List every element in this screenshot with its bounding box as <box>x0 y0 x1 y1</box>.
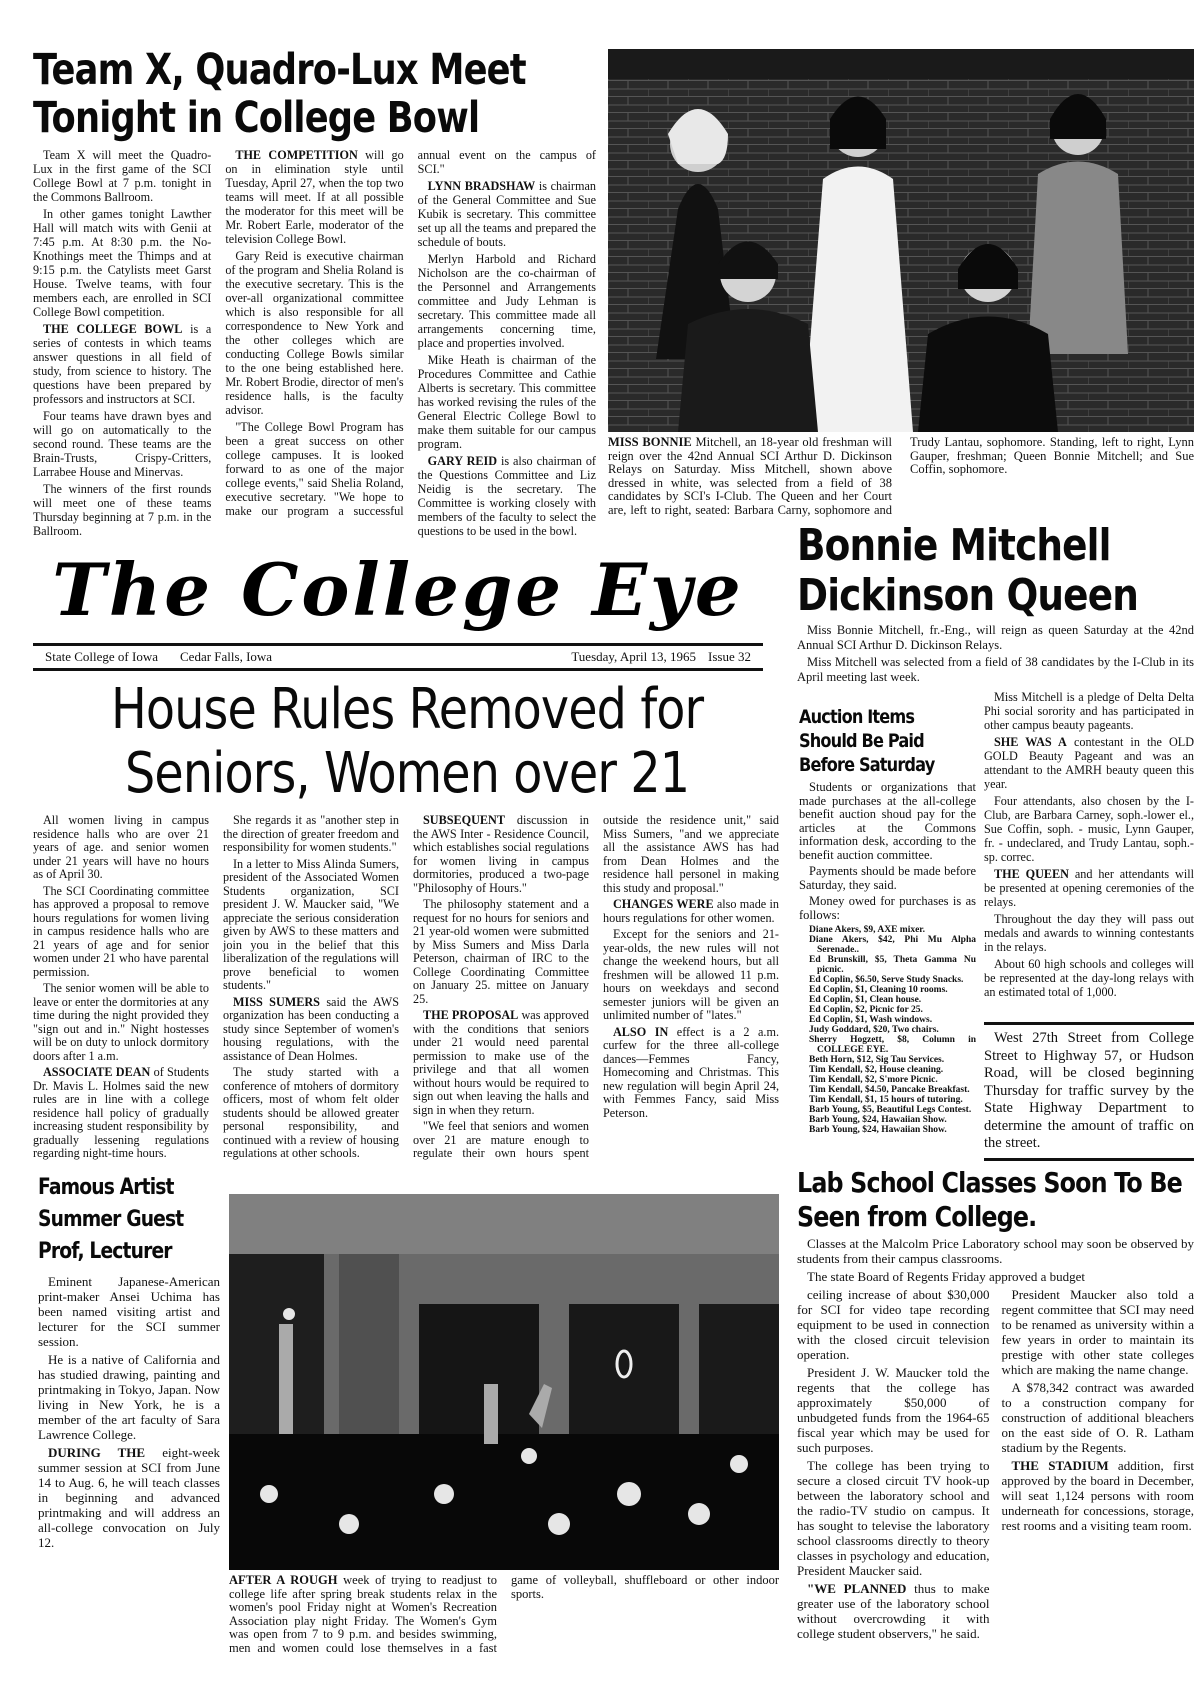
house-rules-headline: House Rules Removed for Seniors, Women over 21 <box>110 677 704 806</box>
paragraph-text: and her attendants will be presented at opening ceremonies of the relays. <box>984 867 1194 909</box>
paragraph-text: In other games tonight Lawther Hall will match wits with Genii at 7:45 p.m. At 8:30 p.m. the No-Knothings meet the Thimps and at 9:15 p.m. the Catylists meet Garst House. Twelve teams, with four members each, are enrolled in SCI College Bowl competition. <box>33 207 212 319</box>
paragraph-text: Students or organizations that made purchases at the all-college benefit auction shoud pay for the articles at the Commons information desk, according to the benefit auction committee. <box>799 780 976 862</box>
paragraph-lead-in: ALSO IN <box>613 1024 669 1039</box>
paragraph-text: Except for the seniors and 21-year-olds, the new rules will not change the weekend hours, but all freshmen will be allowed 11 p.m. hours on weekdays and second semester juniors will be given an unlimited number of "lates." <box>603 927 779 1022</box>
paragraph-text: is a series of contests in which teams answer questions in all field of study, from science to history. The questions have been prepared by professors and instructors at SCI. <box>33 322 212 406</box>
paragraph <box>413 898 589 1006</box>
paragraph <box>223 996 399 1064</box>
paragraph-text: Classes at the Malcolm Price Laboratory school may soon be observed by students from their campus classrooms. <box>797 1236 1194 1266</box>
masthead-date: Tuesday, April 13, 1965 <box>571 649 697 664</box>
paragraph-lead-in: LYNN BRADSHAW <box>427 179 536 193</box>
paragraph-text: Merlyn Harbold and Richard Nicholson are the co-chairman of the Personnel and Arrangements committee and Judy Lehman is secretary. This committee made all arrangements concerning time, place and properties involved. <box>417 252 596 350</box>
paragraph-text: of Students Dr. Mavis L. Holmes said the new rules are in line with a college residence hall policy of gradually increasing student responsibility by gradually lessening regulations regarding night-time hours. <box>33 1065 210 1160</box>
masthead-issue: Issue 32 <box>708 649 751 664</box>
paragraph <box>984 957 1194 999</box>
paragraph-text: "The College Bowl Program has been a great success on other college campuses. It is looked forward to as one of the major college events," said Shelia Roland, executive secretary. "We hope to make our program a successful annual event on the campus of SCI." <box>225 148 596 518</box>
paragraph <box>799 865 976 892</box>
paragraph <box>799 895 976 922</box>
pool-photo <box>229 1194 779 1570</box>
masthead-location: Cedar Falls, Iowa <box>180 649 273 664</box>
paragraph-text: contestant in the OLD GOLD Beauty Pageant and was an attendant to the AMRH beauty queen this year. <box>984 735 1195 791</box>
paragraph-lead-in: THE COMPETITION <box>235 148 358 162</box>
paragraph <box>418 353 596 451</box>
bonnie-article-top <box>797 521 1194 685</box>
paragraph-text: Mitchell, an 18-year old freshman will reign over the 42nd Annual SCI Arthur D. Dickinson Relays on Saturday. Miss Mitchell, shown above dressed in white, was selected from a field of 38 candidates by SCI's I-Club. The Queen and her Court are, left to right, seated: Barbara Carny, sophomore and Trudy Lantau, sophomore. Standing, left to right, Lynn Gauper, freshman; Queen Bonnie Mitchell; and Sue Coffin, sophomore. <box>608 435 1194 517</box>
masthead-subline <box>33 649 763 665</box>
lab-school-body <box>797 1287 1194 1656</box>
paragraph-text: In a letter to Miss Alinda Sumers, president of the Associated Women Students organization, SCI president J. W. Maucker said, "We appreciate the serious consideration given by AWS to these matters and join you in the belief that this liberalization of the regulations will prove beneficial to women students." <box>223 856 399 992</box>
paragraph <box>608 436 1194 518</box>
paragraph-text: The college has been trying to secure a closed circuit TV hook-up between the laboratory school and the radio-TV studio on campus. It has sought to televise the laboratory school classrooms directly to theory classes in psychology and education, President Maucker said. <box>797 1458 990 1578</box>
paragraph <box>33 148 211 204</box>
paragraph-lead-in: AFTER A ROUGH <box>229 1573 338 1587</box>
notice-rule-bottom <box>984 1158 1194 1161</box>
owed-item: Ed Coplin, $1, Clean house. <box>809 995 922 1005</box>
paragraph-text: President Maucker also told a regent committee that SCI may need to be renamed as university within a few years in order to maintain its prestige with other state colleges which are making the name change. <box>1001 1287 1194 1377</box>
paragraph-text: The philosophy statement and a request for no hours for seniors and 21 year-old women were submitted by Miss Sumers and Miss Darla Peterson, chairman of IRC to the College Coordinating Committee on January 25. mittee on January 25. <box>413 897 589 1006</box>
paragraph <box>603 928 779 1023</box>
paragraph-text: Team X will meet the Quadro-Lux in the first game of the SCI College Bowl at 7 p.m. tonight in the Commons Ballroom. <box>33 148 212 204</box>
paragraph-lead-in: MISS SUMERS <box>233 994 320 1009</box>
paragraph <box>418 252 596 350</box>
paragraph <box>797 1365 990 1455</box>
paragraph-text: About 60 high schools and colleges will be represented at the day-long relays with an estimated total of 1,000. <box>984 957 1194 999</box>
paragraph-text: A $78,342 contract was awarded to a construction company for construction of additional bleachers on the east side of O. R. Latham stadium by the Regents. <box>1001 1380 1194 1455</box>
paragraph-text: Mike Heath is chairman of the Procedures Committee and Cathie Alberts is secretary. This committee has worked revising the rules of the General Electric College Bowl to make them suitable for our campus program. <box>417 353 596 451</box>
paragraph <box>797 1581 990 1641</box>
paragraph <box>797 1458 990 1578</box>
bonnie-body <box>984 690 1194 1018</box>
owed-item: Ed Coplin, $2, Picnic for 25. <box>809 1005 923 1015</box>
paragraph <box>33 1066 209 1161</box>
paragraph <box>418 454 596 538</box>
paragraph-text: Eminent Japanese-American print-maker Ansei Uchima has been named visiting artist and lecturer for the SCI summer session. <box>38 1274 220 1349</box>
owed-item: Tim Kendall, $1, 15 hours of tutoring. <box>809 1095 963 1105</box>
paragraph-lead-in: SUBSEQUENT <box>423 813 505 827</box>
paragraph-text: The state Board of Regents Friday approved a budget <box>807 1269 1085 1284</box>
paragraph <box>797 623 1194 652</box>
paragraph <box>413 1009 589 1117</box>
house-rules-body <box>33 814 779 1166</box>
paragraph-text: The winners of the first rounds will meet one of these teams Thursday beginning at 7 p.m. in the Ballroom. <box>33 482 212 538</box>
paragraph-lead-in: THE COLLEGE BOWL <box>43 322 183 336</box>
owed-item: Barb Young, $24, Hawaiian Show. <box>809 1115 947 1125</box>
paragraph-lead-in: "WE PLANNED <box>807 1581 907 1596</box>
paragraph <box>984 912 1194 954</box>
paragraph-text: said the AWS organization has been conducting a study since September of women's housing regulations, with the assistance of Dean Holmes. <box>223 994 399 1063</box>
auction-headline: Auction Items Should Be Paid Before Saturday <box>799 706 935 776</box>
paragraph <box>33 322 211 406</box>
paragraph-text: also made in hours regulations for other women. <box>603 897 779 925</box>
paragraph <box>33 885 209 980</box>
paragraph <box>797 1236 1194 1266</box>
masthead-title: The College Eye <box>52 547 744 632</box>
owed-item: Barb Young, $5, Beautiful Legs Contest. <box>809 1105 972 1115</box>
masthead-school: State College of Iowa <box>45 649 158 664</box>
paragraph-text: addition, first approved by the board in December, will seat 1,124 persons with room underneath for concessions, storage, rest rooms and a visiting team room. <box>1001 1458 1194 1533</box>
paragraph-text: The senior women will be able to leave or enter the dormitories at any time during the night provided they "sign out and in." Night hostesses will be on duty to unlock dormitory doors after 1 a.m. <box>33 981 209 1063</box>
lab-school-article <box>797 1166 1194 1656</box>
paragraph-text: will go on in elimination style until Tuesday, April 27, when the top two teams will meet. If at all possible the moderator for this meet will be Mr. Robert Earle, moderator of the television College Bowl. <box>225 148 404 246</box>
owed-item: Tim Kendall, $2, S'more Picnic. <box>809 1075 938 1085</box>
owed-item: Ed Coplin, $6.50, Serve Study Snacks. <box>809 975 964 985</box>
queen-photo-caption <box>608 436 1194 518</box>
paragraph <box>797 1269 1194 1284</box>
paragraph-text: discussion in the AWS Inter - Residence Council, which establishes social regulations for women living in campus dormitories, produced a two-page "Philosophy of Hours." <box>413 813 589 895</box>
paragraph-lead-in: THE STADIUM <box>1011 1458 1109 1473</box>
paragraph-text: The study started with a conference of mtohers of dormitory officers, most of whom felt older students should be allowed greater personal responsibility, and continued with a review of housing regulations at other schools. <box>223 1065 399 1160</box>
owed-item: Diane Akers, $9, AXE mixer. <box>809 925 926 935</box>
paragraph <box>229 1574 779 1656</box>
owed-item: Ed Brunskill, $5, Theta Gamma Nu picnic. <box>809 955 976 975</box>
paragraph-text: Miss Mitchell is a pledge of Delta Delta Phi social sorority and has participated in other campus beauty pageants. <box>984 690 1194 732</box>
paragraph-text: Four teams have drawn byes and will go on automatically to the second round. These teams are the Brain-Trusts, Crispy-Critters, Larrabee House and Minervas. <box>33 409 212 479</box>
paragraph <box>33 982 209 1063</box>
paragraph <box>797 1287 990 1362</box>
paragraph <box>1002 1287 1195 1377</box>
paragraph-lead-in: DURING THE <box>48 1445 146 1460</box>
paragraph-text: ceiling increase of about $30,000 for SCI for video tape recording equipment to be used in connection with the closed circuit television operation. <box>797 1287 990 1362</box>
paragraph <box>984 1030 1194 1153</box>
paragraph <box>33 409 211 479</box>
paragraph <box>1002 1458 1195 1533</box>
paragraph <box>225 249 403 417</box>
paragraph <box>984 735 1194 791</box>
paragraph <box>603 898 779 925</box>
paragraph <box>223 858 399 993</box>
money-owed-list <box>799 925 976 1135</box>
house-rules-article <box>33 678 779 1166</box>
auction-paragraphs <box>799 781 976 922</box>
paragraph <box>797 655 1194 684</box>
masthead-rule-bottom <box>33 668 763 671</box>
owed-item: Beth Horn, $12, Sig Tau Services. <box>809 1055 945 1065</box>
paragraph-text: Miss Bonnie Mitchell, fr.-Eng., will reign as queen Saturday at the 42nd Annual SCI Arthur D. Dickinson Relays. <box>797 623 1194 652</box>
paragraph <box>38 1445 220 1550</box>
queen-court-photo <box>608 49 1194 432</box>
paragraph <box>1002 1380 1195 1455</box>
paragraph-text: "We feel that seniors and women over 21 are mature enough to regulate their own hours spent outside the residence unit," said Miss Sumers, "and we appreciate all the assistance AWS has had from Dean Holmes and the residence hall personel in making this study and proposal." <box>413 813 779 1160</box>
owed-item: Barb Young, $24, Hawaiian Show. <box>809 1125 947 1135</box>
street-closure-notice <box>984 1030 1194 1156</box>
paragraph-text: eight-week summer session at SCI from June 14 to Aug. 6, he will teach classes in beginning and advanced printmaking and will address an all-college convocation on July 12. <box>38 1445 220 1550</box>
paragraph <box>223 1066 399 1161</box>
paragraph-text: Miss Mitchell was selected from a field of 38 candidates by the I-Club in its April meeting last week. <box>797 655 1194 684</box>
paragraph-lead-in: THE PROPOSAL <box>423 1008 519 1022</box>
paragraph-text: He is a native of California and has studied drawing, painting and printmaking in Tokyo, Japan. Now living in New York, he is a member of the art faculty of Sara Lawrence College. <box>38 1352 220 1442</box>
lab-school-headline: Lab School Classes Soon To Be Seen from College. <box>797 1166 1182 1233</box>
lab-school-intro <box>797 1236 1194 1287</box>
owed-item: Diane Akers, $42, Phi Mu Alpha Serenade.. <box>809 935 976 955</box>
paragraph-text: is chairman of the General Committee and Sue Kubik is secretary. This committee set up all the teams and prepared the schedule of bouts. <box>417 179 596 249</box>
paragraph-lead-in: CHANGES WERE <box>613 897 714 911</box>
owed-item: Ed Coplin, $1, Cleaning 10 rooms. <box>809 985 948 995</box>
owed-item: Tim Kendall, $4.50, Pancake Breakfast. <box>809 1085 970 1095</box>
paragraph <box>413 814 589 895</box>
paragraph-text: week of trying to readjust to college life after spring break students relax in the women's pool Friday night at Women's Recreation Association play night Friday. The Women's Gym was open from 7 to 9 p.m. and besides swimming, men and women could lose themselves in a fast game of volleyball, shuffleboard or other indoor sports. <box>229 1573 779 1655</box>
paragraph-text: Money owed for purchases is as follows: <box>799 894 976 922</box>
paragraph <box>223 814 399 855</box>
paragraph-text: She regards it as "another step in the direction of greater freedom and responsibility for women students." <box>223 813 399 854</box>
paragraph-text: is also chairman of the Questions Committee and Liz Neidig is the secretary. The Committee is working closely with members of the faculty to select the questions to be used in the bowl. <box>417 454 596 538</box>
bonnie-intro <box>797 623 1194 685</box>
famous-artist-article <box>38 1172 220 1650</box>
paragraph-text: West 27th Street from College Street to Highway 57, or Hudson Road, will be closed beginning Thursday for traffic survey by the State Highway Department to determine the amount of traffic on the street. <box>984 1030 1194 1151</box>
bonnie-headline: Bonnie Mitchell Dickinson Queen <box>797 520 1138 621</box>
paragraph-text: President J. W. Maucker told the regents that the college has approximately $50,000 of unbudgeted funds from the 1964-65 fiscal year which may be used for such purposes. <box>797 1365 990 1455</box>
paragraph-lead-in: SHE WAS A <box>994 735 1067 749</box>
auction-body <box>799 781 976 1163</box>
paragraph-lead-in: MISS BONNIE <box>608 435 692 449</box>
paragraph <box>225 148 403 246</box>
paragraph-text: Throughout the day they will pass out medals and awards to winning contestants in the relays. <box>984 912 1194 954</box>
paragraph <box>38 1352 220 1442</box>
paragraph-text: effect is a 2 a.m. curfew for the three all-college dances—Femmes Fancy, Homecoming and Christmas. This new regulation will begin April 24, with Femmes Fancy, said Miss Peterson. <box>603 1024 779 1120</box>
owed-item: Ed Coplin, $1, Wash windows. <box>809 1015 933 1025</box>
paragraph <box>33 207 211 319</box>
pool-photo-caption <box>229 1574 779 1656</box>
paragraph <box>799 781 976 862</box>
paragraph-text: Payments should be made before Saturday, they said. <box>799 864 976 892</box>
paragraph <box>603 1026 779 1121</box>
paragraph <box>33 814 209 882</box>
paragraph <box>984 867 1194 909</box>
paragraph-text: thus to make greater use of the laboratory school without overcrowding it with college student observers," he said. <box>797 1581 990 1641</box>
owed-item: Tim Kendall, $2, House cleaning. <box>809 1065 944 1075</box>
paragraph-lead-in: ASSOCIATE DEAN <box>43 1065 151 1079</box>
college-bowl-headline: Team X, Quadro-Lux Meet Tonight in College Bowl <box>33 45 526 143</box>
notice-rule-top <box>984 1022 1194 1025</box>
paragraph <box>38 1274 220 1349</box>
paragraph <box>984 690 1194 732</box>
paragraph-lead-in: THE QUEEN <box>994 867 1069 881</box>
famous-artist-body <box>38 1274 220 1650</box>
paragraph-text: All women living in campus residence halls who are over 21 years of age. and senior women under 21 years will have no hours as of April 30. <box>33 813 209 881</box>
paragraph <box>33 482 211 538</box>
owed-item: Judy Goddard, $20, Two chairs. <box>809 1025 939 1035</box>
paragraph-lead-in: GARY REID <box>427 454 498 468</box>
paragraph-text: Four attendants, also chosen by the I-Club, are Barbara Carney, soph.-lower el., Sue Coffin, soph. - music, Lynn Gauper, fr. - undeclared, and Trudy Lantau, soph.-sp. correc. <box>984 794 1194 864</box>
college-bowl-body <box>33 148 596 538</box>
paragraph <box>418 179 596 249</box>
paragraph-text: The SCI Coordinating committee has approved a proposal to remove hours regulations for women living in campus residence halls who are 21 years of age and for senior women under 21 who have parental permission. <box>33 883 209 979</box>
paragraph <box>984 794 1194 864</box>
owed-item: Sherry Hogzett, $8, Column in COLLEGE EYE. <box>809 1035 976 1055</box>
paragraph-text: was approved with the conditions that seniors under 21 would need parental permission to make use of the privilege and that all women without hours would be required to sign out when leaving the halls and sign in when they return. <box>413 1008 589 1117</box>
college-bowl-article <box>33 46 596 538</box>
paragraph-text: Gary Reid is executive chairman of the program and Shelia Roland is the executive secretary. This is the over-all organizational committee which is also responsible for all correspondence to New York and the other colleges which are conducting College Bowls similar to the one being established here. Mr. Robert Brodie, director of men's residence halls, is the faculty advisor. <box>225 249 404 417</box>
masthead-rule-top <box>33 643 763 646</box>
auction-article <box>799 705 976 1163</box>
famous-artist-headline: Famous Artist Summer Guest Prof, Lecturer <box>38 1175 184 1264</box>
